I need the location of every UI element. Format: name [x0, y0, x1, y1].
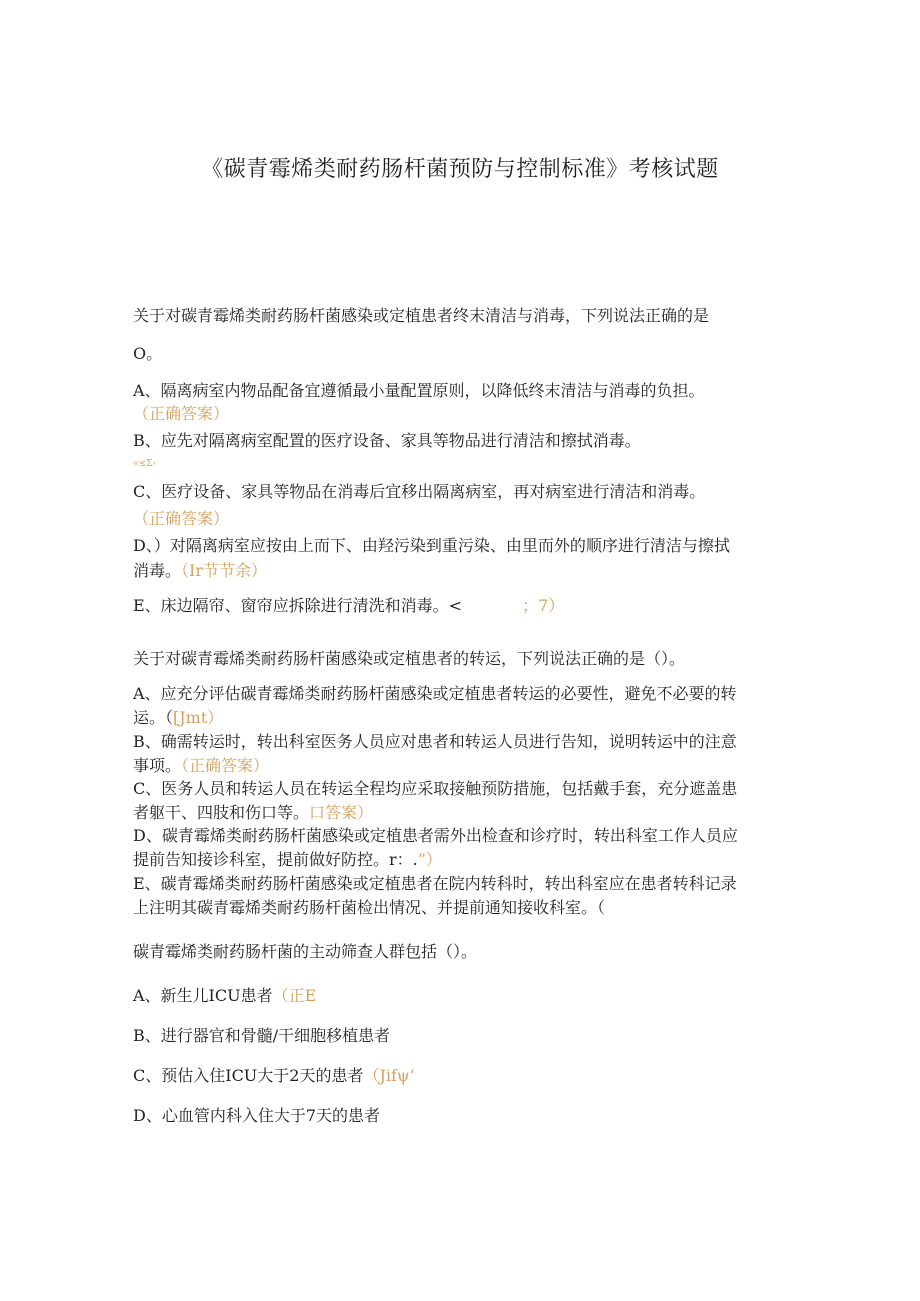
q2-option-a-text: 运。（ — [133, 708, 174, 727]
q2-option-d-text: 提前告知接诊科室，提前做好防控。r：. — [133, 850, 418, 869]
q2-option-e-cont: 上注明其碳青霉烯类耐药肠杆菌检出情况、并提前通知接收科室。（ — [133, 898, 606, 917]
q2-option-b-cont — [133, 755, 269, 777]
q3-stem: 碳青霉烯类耐药肠杆菌的主动筛查人群包括（）。 — [133, 942, 478, 961]
q3-option-c-answer: （Jifψ‘ — [363, 1066, 415, 1085]
q1-option-d: D、）对隔离病室应按由上而下、由羟污染到重污染、由里而外的顺序进行清洁与擦拭 — [133, 536, 730, 555]
q1-option-a: A、隔离病室内物品配备宜遵循最小量配置原则，以降低终末清洁与消毒的负担。 — [133, 381, 705, 400]
q2-option-d: D、碳青霉烯类耐药肠杆菌感染或定植患者需外出检查和诊疗时，转出科室工作人员应 — [133, 826, 738, 845]
q1-option-a-answer: （正确答案） — [133, 404, 230, 423]
q2-option-b-text: 事项。 — [133, 756, 182, 775]
q3-option-d: D、心血管内科入住大于7天的患者 — [133, 1106, 381, 1125]
q2-option-a-cont — [133, 707, 223, 729]
q2-option-e: E、碳青霉烯类耐药肠杆菌感染或定植患者在院内转科时，转出科室应在患者转科记录 — [133, 874, 737, 893]
q3-option-a — [133, 985, 316, 1007]
q2-option-a-answer: [Jmt） — [173, 708, 224, 727]
q2-option-b: B、确需转运时，转出科室医务人员应对患者和转运人员进行告知，说明转运中的注意 — [133, 732, 737, 751]
q1-option-e — [133, 595, 564, 617]
q2-option-b-answer: （正确答案） — [181, 756, 270, 775]
q2-stem: 关于对碳青霉烯类耐药肠杆菌感染或定植患者的转运，下列说法正确的是（）。 — [133, 649, 686, 668]
q1-stem-tail: O。 — [133, 344, 163, 363]
page-title: 《碳青霉烯类耐药肠杆菌预防与控制标准》考核试题 — [201, 157, 719, 182]
q2-option-c-answer: 口答案） — [309, 803, 374, 822]
q3-option-c — [133, 1065, 415, 1087]
q2-option-c-text: 者躯干、四肢和伤口等。 — [133, 803, 310, 822]
q1-option-c-answer: （正确答案） — [133, 509, 230, 528]
q1-option-d-text: 消毒。 — [133, 561, 182, 580]
q1-option-b-mark: «≤Σ› — [133, 459, 157, 469]
q1-option-b: B、应先对隔离病室配置的医疗设备、家具等物品进行清洁和擦拭消毒。 — [133, 431, 641, 450]
q1-stem: 关于对碳青霉烯类耐药肠杆菌感染或定植患者终末清洁与消毒，下列说法正确的是 — [133, 306, 710, 325]
q3-option-a-answer: （正E — [272, 986, 317, 1005]
q2-option-d-answer: ”） — [417, 850, 442, 869]
q2-option-d-cont — [133, 849, 442, 871]
q3-option-b: B、进行器官和骨髓/干细胞移植患者 — [133, 1026, 391, 1045]
q3-option-a-text: A、新生儿ICU患者 — [133, 986, 273, 1005]
q3-option-c-text: C、预估入住ICU大于2天的患者 — [133, 1066, 364, 1085]
q2-option-a: A、应充分评估碳青霉烯类耐药肠杆菌感染或定植患者转运的必要性，避免不必要的转 — [133, 684, 737, 703]
q1-option-d-answer: （Ir节节余） — [181, 561, 267, 580]
q2-option-c: C、医务人员和转运人员在转运全程均应采取接触预防措施，包括戴手套，充分遮盖患 — [133, 779, 738, 798]
q1-option-c: C、医疗设备、家具等物品在消毒后宜移出隔离病室，再对病室进行清洁和消毒。 — [133, 482, 706, 501]
q1-option-d-cont — [133, 560, 267, 582]
q2-option-c-cont — [133, 802, 373, 824]
q1-option-e-answer: ；7） — [522, 596, 565, 615]
q1-option-e-text: E、床边隔帘、窗帘应拆除进行清洗和消毒。< — [133, 596, 463, 615]
